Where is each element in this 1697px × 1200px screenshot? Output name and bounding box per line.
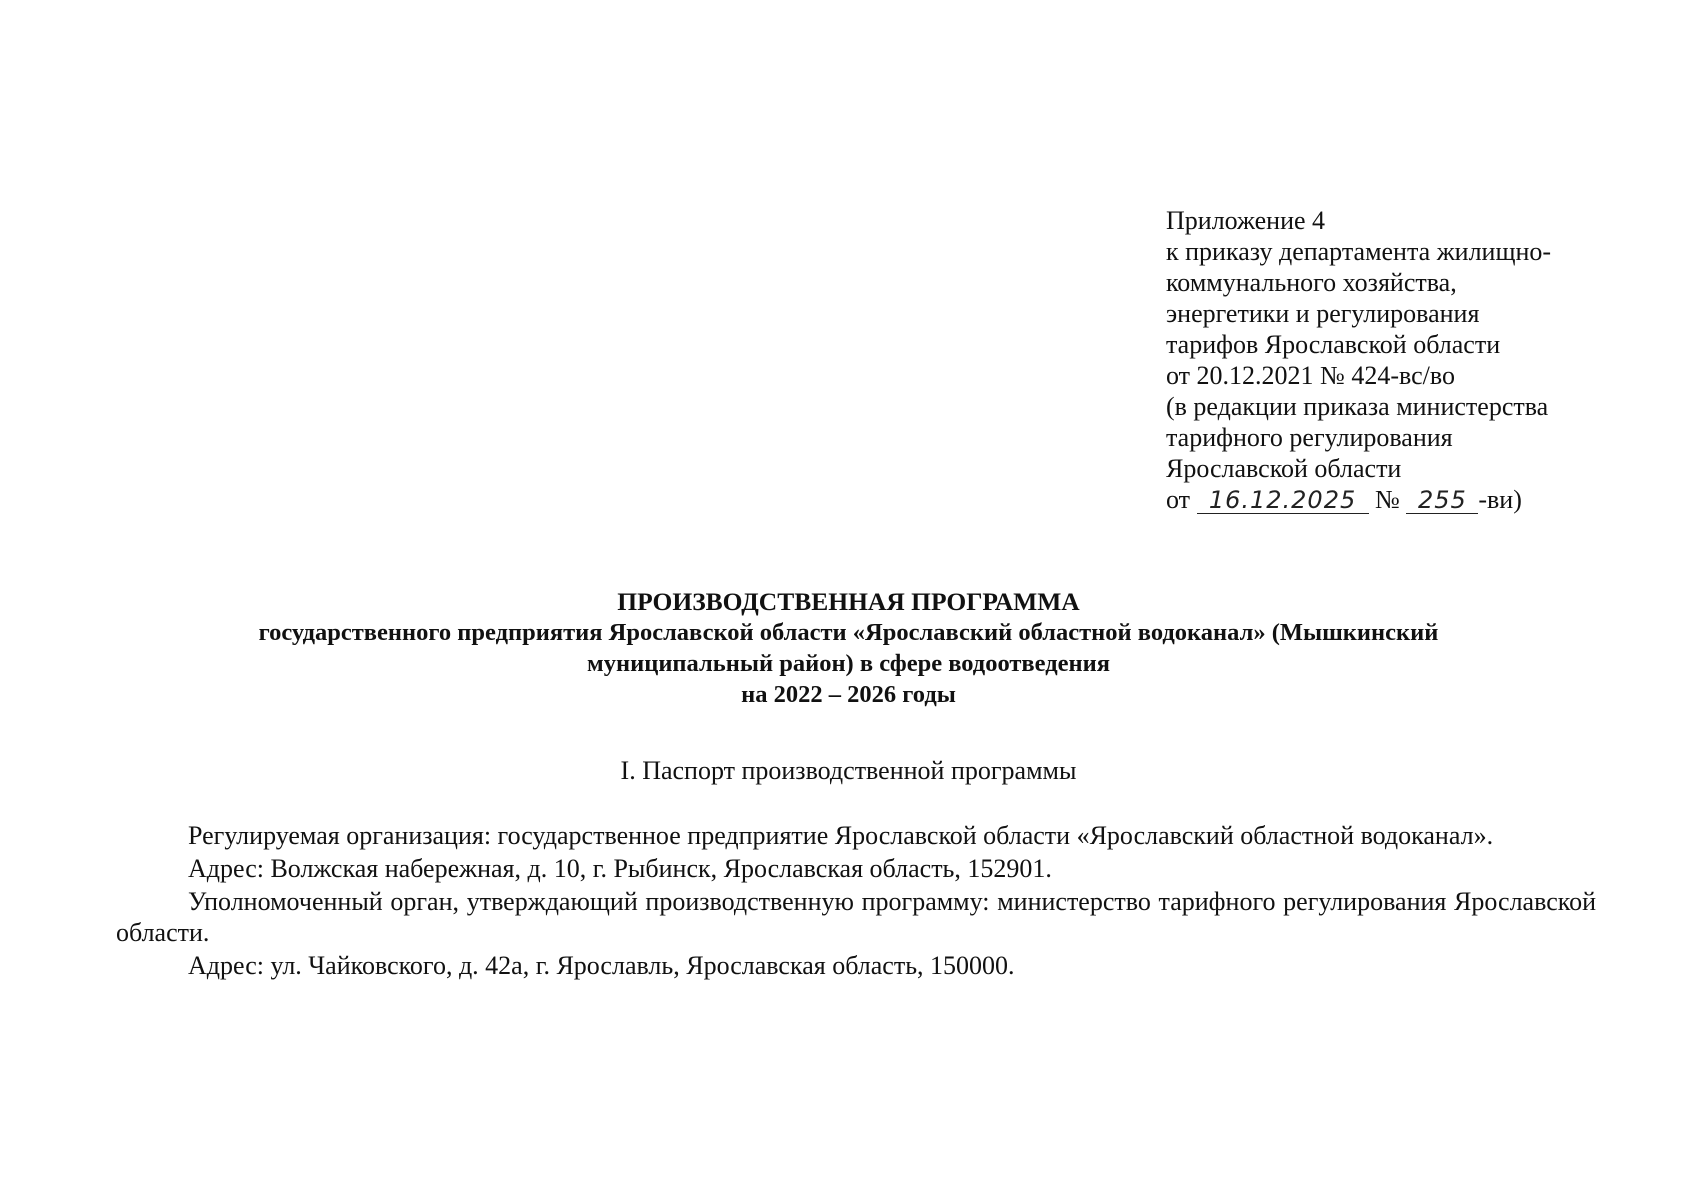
- handwritten-date: 16.12.2025: [1197, 487, 1369, 514]
- title-subtitle: муниципальный район) в сфере водоотведения: [587, 650, 1110, 677]
- amendment-line: [1166, 484, 1626, 515]
- amendment-prefix: от: [1166, 485, 1191, 514]
- document-title: [0, 586, 1697, 710]
- appendix-header: [1166, 205, 1626, 515]
- appendix-line: тарифного регулирования: [1166, 423, 1453, 452]
- paragraph-org-address: Адрес: Волжская набережная, д. 10, г. Рыбинск, Ярославская область, 152901.: [188, 854, 1052, 883]
- title-period: на 2022 – 2026 годы: [741, 681, 956, 708]
- appendix-line: энергетики и регулирования: [1166, 299, 1480, 328]
- appendix-line: коммунального хозяйства,: [1166, 268, 1457, 297]
- paragraph-authority-address: Адрес: ул. Чайковского, д. 42а, г. Ярославль, Ярославская область, 150000.: [188, 951, 1015, 980]
- handwritten-number: 255: [1406, 487, 1478, 514]
- appendix-line: к приказу департамента жилищно-: [1166, 237, 1552, 266]
- title-subtitle: государственного предприятия Ярославской области «Ярославский областной водоканал» (Мышкинский: [258, 619, 1439, 646]
- title-main: ПРОИЗВОДСТВЕННАЯ ПРОГРАММА: [617, 587, 1080, 616]
- appendix-line: Ярославской области: [1166, 454, 1402, 483]
- amendment-suffix: -ви): [1478, 485, 1522, 514]
- passport-body: [116, 820, 1596, 983]
- paragraph-organization: Регулируемая организация: государственное предприятие Ярославской области «Ярославский областной водоканал».: [188, 821, 1494, 850]
- section-heading: I. Паспорт производственной программы: [620, 756, 1077, 785]
- appendix-line: (в редакции приказа министерства: [1166, 392, 1549, 421]
- appendix-line: Приложение 4: [1166, 206, 1326, 235]
- paragraph-authority: Уполномоченный орган, утверждающий производственную программу: министерство тарифного регулирования Ярославской области.: [116, 887, 1596, 947]
- appendix-line: тарифов Ярославской области: [1166, 330, 1501, 359]
- appendix-line: от 20.12.2021 № 424-вс/во: [1166, 361, 1455, 390]
- number-sign: №: [1375, 485, 1400, 514]
